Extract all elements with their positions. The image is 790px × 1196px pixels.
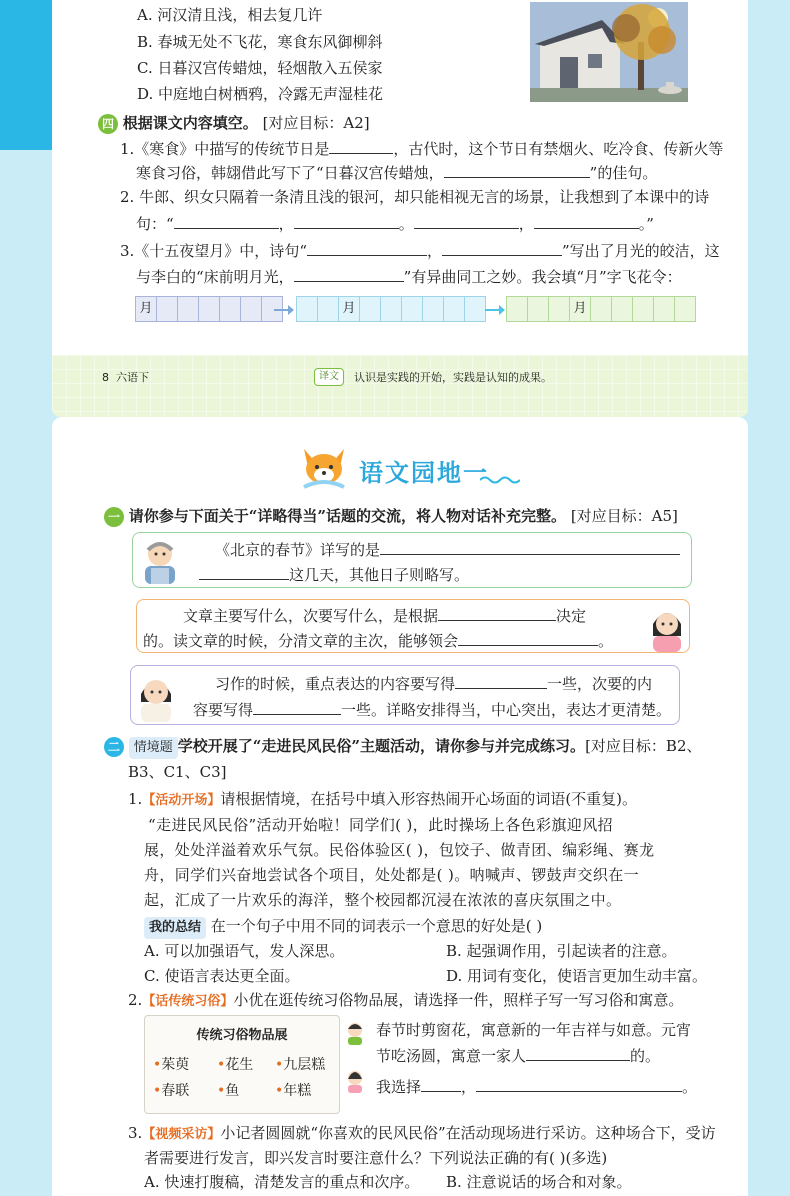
option-a: A. 河汉清且浅，相去复几许: [137, 6, 323, 24]
moon-char: 月: [569, 296, 591, 322]
s1-badge: 一: [104, 507, 124, 527]
moon-char: 月: [135, 296, 157, 322]
grid-cell[interactable]: [548, 296, 570, 322]
option-c: C. 使语言表达更全面。: [144, 967, 300, 985]
blank-poem-4[interactable]: [534, 212, 639, 229]
grid-cell[interactable]: [422, 296, 444, 322]
s1-title: 请你参与下面关于“详略得当”话题的交流，将人物对话补充完整。: [128, 507, 567, 525]
exhibit-item[interactable]: •花生: [217, 1057, 254, 1073]
q3-option-a: A. 快速打腹稿，清楚发言的重点和次序。: [144, 1173, 420, 1191]
blank-moon-2[interactable]: [442, 239, 562, 256]
grid-cell[interactable]: [674, 296, 696, 322]
right-margin-strip: [748, 0, 790, 1196]
blank-basis[interactable]: [438, 604, 556, 621]
q2-line2: 句：“ ， 。 ， 。”: [136, 212, 654, 235]
teacher-avatar: [133, 670, 179, 722]
blank-brief[interactable]: [253, 698, 341, 715]
blank-poem-line[interactable]: [444, 161, 590, 178]
blank-libai[interactable]: [294, 265, 404, 282]
grid-cell[interactable]: [527, 296, 549, 322]
girl-avatar-icon: [344, 1069, 366, 1093]
left-accent-bar: [0, 0, 52, 150]
option-c: C. 日暮汉宫传蜡烛，轻烟散入五侯家: [137, 59, 383, 77]
dialogue-box-2: 文章主要写什么，次要写什么，是根据 决定 的。读文章的时候，分清文章的主次，能够领会 。: [136, 599, 690, 653]
s2-target-a: [对应目标：B2、: [585, 737, 702, 755]
section4-header: [98, 112, 370, 134]
s2-title: 学校开展了“走进民风民俗”主题活动，请你参与并完成练习。: [177, 737, 586, 755]
option-a: A. 可以加强语气，发人深思。: [144, 942, 345, 960]
grid-cell[interactable]: [401, 296, 423, 322]
blank-spring-festival[interactable]: [380, 538, 680, 555]
summary-row: [144, 915, 542, 939]
example-line-2: 节吃汤圆，寓意一家人 的。: [376, 1044, 660, 1067]
option-b: B. 春城无处不飞花，寒食东风御柳斜: [137, 33, 383, 51]
blank-meaning[interactable]: [526, 1044, 630, 1061]
s1-target: [对应目标：A5]: [570, 507, 678, 525]
q2-line1: 2. 牛郎、织女只隔着一条清且浅的银河，却只能相视无言的场景，让我想到了本课中的诗: [120, 188, 710, 206]
blank-poem-2[interactable]: [294, 212, 399, 229]
courtyard-illustration: [530, 2, 688, 102]
exhibit-item[interactable]: •九层糕: [275, 1057, 326, 1073]
q1-header: 1.【活动开场】请根据情境，在括号中填入形容热闹开心场面的词语(不重复)。: [128, 790, 638, 808]
passage-line-3: 舟，同学们兴奋地尝试各个项目，处处都是( )。呐喊声、锣鼓声交织在一: [144, 866, 640, 884]
s2-badge: 二: [104, 737, 124, 757]
exhibit-item[interactable]: •年糕: [275, 1083, 312, 1099]
q3-option-b: B. 注意说话的场合和对象。: [446, 1173, 632, 1191]
girl-avatar: [645, 604, 689, 652]
moon-grid-2: [297, 296, 486, 322]
blank-moon-1[interactable]: [307, 239, 427, 256]
page-8: [52, 0, 748, 355]
grandpa-avatar: [137, 536, 183, 584]
q3-line2: 与李白的“床前明月光， ”有异曲同工之妙。我会填“月”字飞花令：: [136, 265, 682, 288]
passage-line-1: “走进民风民俗”活动开始啦！同学们( )，此时操场上各色彩旗迎风招: [148, 816, 614, 834]
footer-quote: 认识是实践的开始，实践是认知的成果。: [354, 371, 552, 384]
option-d: D. 中庭地白树栖鸦，冷露无声湿桂花: [137, 85, 384, 103]
blank-item[interactable]: [421, 1075, 461, 1092]
grid-cell[interactable]: [380, 296, 402, 322]
s2-header: [104, 735, 701, 759]
grid-cell[interactable]: [611, 296, 633, 322]
q3-line-2: 者需要进行发言，即兴发言时要注意什么？下列说法正确的有( )(多选): [144, 1149, 608, 1167]
grid-cell[interactable]: [219, 296, 241, 322]
section4-badge: 四: [98, 114, 118, 134]
exhibit-item[interactable]: •春联: [153, 1083, 190, 1099]
grid-cell[interactable]: [653, 296, 675, 322]
grid-cell[interactable]: [506, 296, 528, 322]
footer-tag: 译文: [314, 368, 344, 386]
section4-target: [对应目标：A2]: [262, 114, 370, 132]
garden-title: 语文园地一: [359, 459, 489, 487]
child-avatar-icon: [344, 1021, 366, 1045]
q1-line1: 1.《寒食》中描写的传统节日是 ，古代时，这个节日有禁烟火、吃冷食、传新火等: [120, 137, 723, 160]
moon-grid-1: [136, 296, 283, 322]
grid-cell[interactable]: [240, 296, 262, 322]
q1-line2: 寒食习俗，韩翃借此写下了“日暮汉宫传蜡烛， ”的佳句。: [136, 161, 657, 184]
page-9: [52, 417, 748, 1196]
moon-grid-3: [507, 296, 696, 322]
passage-line-4: 起，汇成了一片欢乐的海洋，整个校园都沉浸在浓浓的喜庆氛围之中。: [144, 891, 622, 909]
blank-festival[interactable]: [329, 137, 393, 154]
blank-poem-1[interactable]: [174, 212, 279, 229]
q3-line1: 3.《十五夜望月》中，诗句“ ， ”写出了月光的皎洁，这: [120, 239, 720, 262]
left-margin-strip: [0, 0, 52, 1196]
dialogue-box-3: 习作的时候，重点表达的内容要写得 一些，次要的内 容要写得 一些。详略安排得当，中心突出，表达才更清楚。: [130, 665, 680, 725]
grid-cell[interactable]: [632, 296, 654, 322]
grid-cell[interactable]: [443, 296, 465, 322]
moon-char: 月: [338, 296, 360, 322]
option-b: B. 起强调作用，引起读者的注意。: [446, 942, 677, 960]
blank-understand[interactable]: [458, 629, 598, 646]
grid-cell[interactable]: [317, 296, 339, 322]
blank-custom[interactable]: [476, 1075, 682, 1092]
q3-header: 3.【视频采访】小记者圆圆就“你喜欢的民风民俗”在活动现场进行采访。这种场合下，受访: [128, 1124, 716, 1142]
summary-label: 我的总结: [144, 917, 206, 939]
exhibit-item[interactable]: •茱萸: [153, 1057, 190, 1073]
example-line-1: 春节时剪窗花，寓意新的一年吉祥与如意。元宵: [376, 1021, 692, 1039]
blank-poem-3[interactable]: [414, 212, 519, 229]
grid-cell[interactable]: [464, 296, 486, 322]
grid-cell[interactable]: [198, 296, 220, 322]
s2-target-b: B3、C1、C3]: [128, 763, 227, 781]
exhibit-title: 传统习俗物品展: [196, 1028, 288, 1043]
summary-text: 在一个句子中用不同的词表示一个意思的好处是( ): [210, 917, 543, 935]
dialogue-box-1: 《北京的春节》详写的是 这几天，其他日子则略写。: [132, 532, 692, 588]
option-d: D. 用词有变化，使语言更加生动丰富。: [446, 967, 708, 985]
exhibit-box: [144, 1015, 340, 1114]
q2-header: 2.【话传统习俗】小优在逛传统习俗物品展，请选择一件，照样子写一写习俗和寓意。: [128, 991, 684, 1009]
page-number: 8 六语下: [102, 371, 149, 384]
scenario-pill: 情境题: [129, 737, 178, 759]
grid-cell[interactable]: [359, 296, 381, 322]
passage-line-2: 展，处处洋溢着欢乐气氛。民俗体验区( )，包饺子、做青团、编彩绳、赛龙: [144, 841, 655, 859]
grid-cell[interactable]: [156, 296, 178, 322]
s1-header: [104, 505, 678, 527]
grid-cell[interactable]: [590, 296, 612, 322]
wave-decoration: [480, 475, 520, 485]
blank-days[interactable]: [199, 563, 289, 580]
choice-line: 我选择 ， 。: [376, 1075, 697, 1098]
grid-cell[interactable]: [177, 296, 199, 322]
exhibit-item[interactable]: •鱼: [217, 1083, 240, 1099]
page-footer: [52, 355, 748, 417]
blank-detailed[interactable]: [455, 672, 547, 689]
section4-title: 根据课文内容填空。: [122, 114, 258, 132]
grid-cell[interactable]: [296, 296, 318, 322]
fox-mascot-icon: [296, 443, 352, 493]
